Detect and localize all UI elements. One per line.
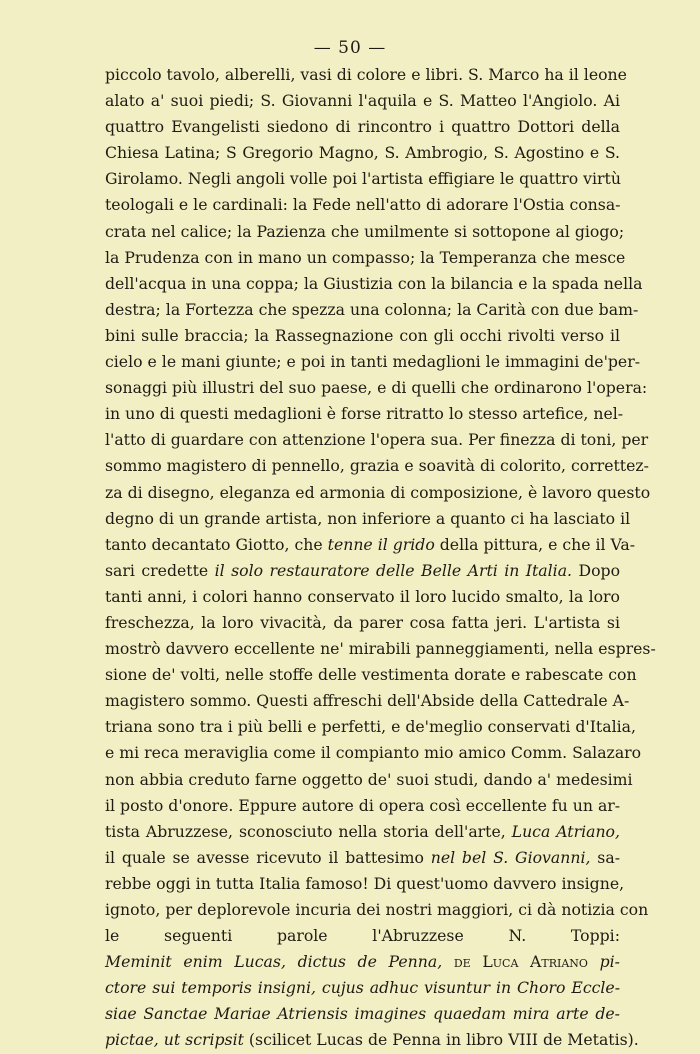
text-segment: de Luca Atriano xyxy=(453,952,588,972)
page-number: — 50 — xyxy=(313,38,387,58)
text-line xyxy=(105,480,651,506)
text-segment: Meminit enim Lucas, dictus de Penna, xyxy=(105,952,443,972)
text-segment: Luca Atriano, xyxy=(511,821,620,841)
text-segment: Girolamo. Negli angoli volle poi l'artista effigiare le quattro virtù xyxy=(105,169,621,189)
text-segment: magistero sommo. Questi affreschi dell'Abside della Cattedrale A- xyxy=(105,691,630,711)
text-segment: tenne il grido xyxy=(327,534,435,554)
text-segment: dell'acqua in una coppa; la Giustizia con la bilancia e la spada nella xyxy=(105,273,643,293)
text-line xyxy=(105,349,641,375)
text-line xyxy=(105,1001,620,1027)
text-segment: mostrò davvero eccellente ne' mirabili panneggiamenti, nella espres- xyxy=(105,639,656,659)
text-line xyxy=(105,323,620,349)
text-segment: ctore sui temporis insigni, cujus adhuc visuntur in Choro Eccle- xyxy=(105,978,620,998)
text-line xyxy=(105,949,620,975)
text-line xyxy=(105,271,643,297)
text-segment: degno di un grande artista, non inferiore a quanto ci ha lasciato il xyxy=(105,508,631,528)
text-segment: ignoto, per deplorevole incuria dei nostri maggiori, ci dà notizia con xyxy=(105,900,649,919)
text-line xyxy=(105,897,649,923)
text-segment: quattro Evangelisti siedono di rincontro i quattro Dottori della xyxy=(105,117,620,137)
text-segment: (scilicet Lucas de Penna in libro VIII de Metatis). xyxy=(243,1030,639,1050)
text-line xyxy=(105,62,627,88)
text-line xyxy=(105,506,631,532)
text-segment: rebbe oggi in tutta Italia famoso! Di quest'uomo davvero insigne, xyxy=(105,873,625,893)
text-line xyxy=(105,219,625,245)
text-body xyxy=(105,62,656,1054)
text-segment: tista Abruzzese, sconosciuto nella storia dell'arte, xyxy=(105,821,512,841)
text-line xyxy=(105,767,633,793)
text-line xyxy=(105,166,620,192)
text-segment: le seguenti parole l'Abruzzese N. Toppi: xyxy=(105,926,620,946)
text-segment: piccolo tavolo, alberelli, vasi di colore e libri. S. Marco ha il leone xyxy=(105,65,627,84)
text-line xyxy=(105,297,639,323)
text-segment: sari credette xyxy=(105,560,215,580)
text-line xyxy=(105,140,620,166)
text-segment: in uno di questi medaglioni è forse ritratto lo stesso artefice, nel- xyxy=(105,404,624,424)
text-line xyxy=(105,427,649,453)
text-segment: bini sulle braccia; la Rassegnazione con gli occhi rivolti verso il xyxy=(105,325,620,345)
text-line xyxy=(105,610,620,636)
text-line xyxy=(105,453,649,479)
text-segment: il posto d'onore. Eppure autore di opera così eccellente fu un ar- xyxy=(105,795,621,815)
text-line xyxy=(105,845,620,871)
text-segment: siae Sanctae Mariae Atriensis imagines quaedam mira arte de- xyxy=(105,1004,620,1024)
text-segment: crata nel calice; la Pazienza che umilmente si sottopone al giogo; xyxy=(105,221,625,241)
text-segment: Dopo xyxy=(572,560,621,580)
text-segment: sommo magistero di pennello, grazia e soavità di colorito, correttez- xyxy=(105,456,649,476)
text-line xyxy=(105,558,620,584)
text-segment: pi- xyxy=(599,952,620,972)
text-line xyxy=(105,662,637,688)
text-line xyxy=(105,375,648,401)
text-segment: l'atto di guardare con attenzione l'opera sua. Per finezza di toni, per xyxy=(105,430,649,450)
text-segment: za di disegno, eleganza ed armonia di composizione, è lavoro questo xyxy=(105,482,651,502)
text-segment: nel bel S. Giovanni, xyxy=(430,847,591,867)
text-segment: destra; la Fortezza che spezza una colonna; la Carità con due bam- xyxy=(105,299,639,319)
text-segment: freschezza, la loro vivacità, da parer cosa fatta jeri. L'artista si xyxy=(105,612,620,632)
text-segment xyxy=(588,952,600,971)
text-segment: sione de' volti, nelle stoffe delle vestimenta dorate e rabescate con xyxy=(105,665,637,685)
text-segment: tanti anni, i colori hanno conservato il loro lucido smalto, la loro xyxy=(105,586,620,606)
text-segment: triana sono tra i più belli e perfetti, e de'meglio conservati d'Italia, xyxy=(105,717,636,737)
text-line xyxy=(105,532,636,558)
text-line xyxy=(105,923,620,949)
text-line xyxy=(105,871,625,897)
text-segment: della pittura, e che il Va- xyxy=(434,534,636,554)
text-line xyxy=(105,192,620,218)
text-segment: non abbia creduto farne oggetto de' suoi studi, dando a' medesimi xyxy=(105,769,633,789)
text-line xyxy=(105,1027,639,1053)
text-segment: tanto decantato Giotto, che xyxy=(105,534,328,554)
text-segment: e mi reca meraviglia come il compianto mio amico Comm. Salazaro xyxy=(105,743,642,763)
text-segment: sa- xyxy=(590,847,620,867)
text-segment: il quale se avesse ricevuto il battesimo xyxy=(105,847,431,867)
text-line xyxy=(105,245,626,271)
text-line xyxy=(105,793,620,819)
text-line xyxy=(105,740,642,766)
text-segment: Chiesa Latina; S Gregorio Magno, S. Ambrogio, S. Agostino e S. xyxy=(105,143,620,163)
text-line xyxy=(105,819,620,845)
text-line xyxy=(105,401,624,427)
text-segment: il solo restauratore delle Belle Arti in Italia. xyxy=(214,560,573,580)
text-line xyxy=(105,714,636,740)
text-segment: cielo e le mani giunte; e poi in tanti medaglioni le immagini de'per- xyxy=(105,352,641,372)
text-segment: la Prudenza con in mano un compasso; la Temperanza che mesce xyxy=(105,247,626,267)
text-segment xyxy=(442,952,454,971)
text-segment: sonaggi più illustri del suo paese, e di quelli che ordinarono l'opera: xyxy=(105,378,648,398)
text-segment: pictae, ut scripsit xyxy=(105,1030,244,1050)
text-line xyxy=(105,975,620,1001)
text-line xyxy=(105,688,630,714)
text-line xyxy=(105,88,620,114)
text-line xyxy=(105,636,656,662)
text-segment: teologali e le cardinali: la Fede nell'atto di adorare l'Ostia consa- xyxy=(105,195,621,215)
text-line xyxy=(105,584,620,610)
text-segment: alato a' suoi piedi; S. Giovanni l'aquila e S. Matteo l'Angiolo. Ai xyxy=(105,91,620,111)
text-line xyxy=(105,114,620,140)
